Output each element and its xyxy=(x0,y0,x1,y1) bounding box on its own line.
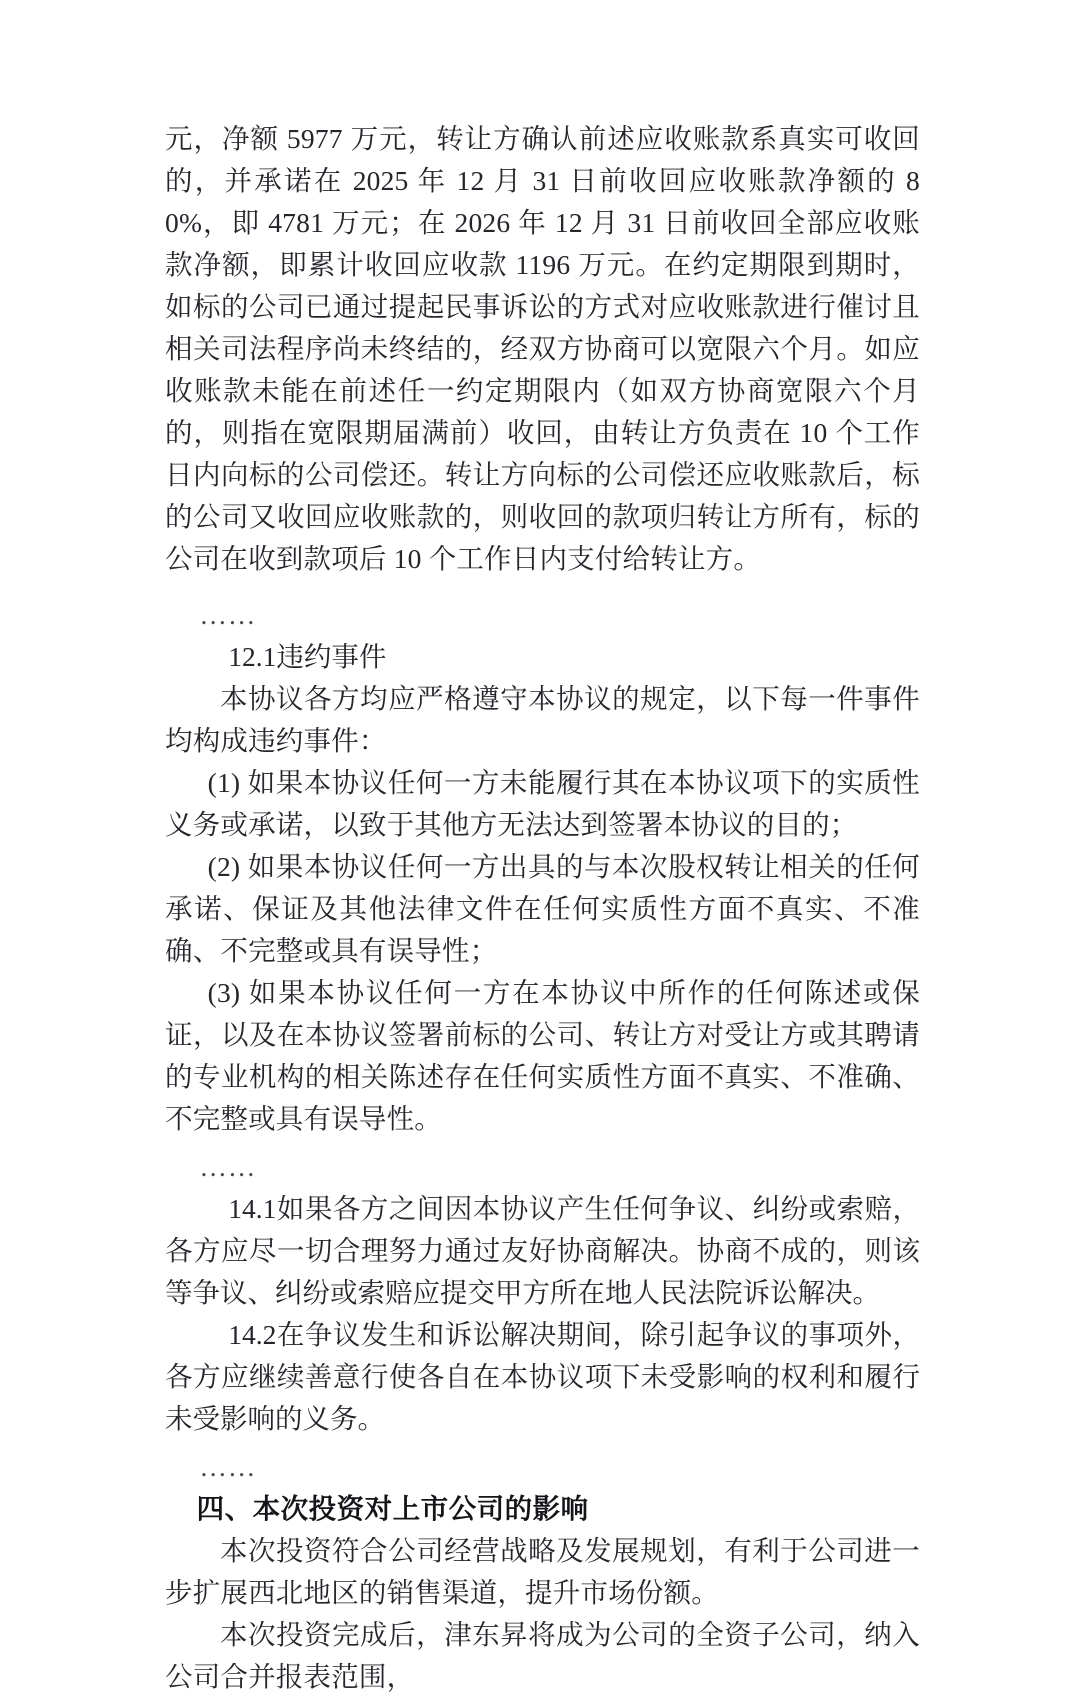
paragraph-receivables-terms: 元，净额 5977 万元，转让方确认前述应收账款系真实可收回的，并承诺在 2025 年 12 月 31 日前收回应收账款净额的 80%，即 4781 万元；在 2026 年 12 月 31 日前收回全部应收账款净额，即累计收回应收款 1196 万元。在约定期限到期时，如标的公司已通过提起民事诉讼的方式对应收账款进行催讨且相关司法程序尚未终结的，经双方协商可以宽限六个月。如应收账款未能在前述任一约定期限内（如双方协商宽限六个月的，则指在宽限期届满前）收回，由转让方负责在 10 个工作日内向标的公司偿还。转让方向标的公司偿还应收账款后，标的公司又收回应收账款的，则收回的款项归转让方所有，标的公司在收到款项后 10 个工作日内支付给转让方。 xyxy=(165,123,920,574)
section-heading-12-1 xyxy=(165,636,920,678)
section-heading-four: 四、本次投资对上市公司的影响 xyxy=(196,1493,589,1524)
section-number-14-1: 14.1 xyxy=(228,1193,277,1224)
section-14-1 xyxy=(165,1188,920,1314)
ellipsis-separator-3: …… xyxy=(199,1451,257,1482)
document-body xyxy=(165,118,920,1698)
clause-item-2: (2) 如果本协议任何一方出具的与本次股权转让相关的任何承诺、保证及其他法律文件在任何实质性方面不真实、不准确、不完整或具有误导性； xyxy=(165,851,920,966)
ellipsis-separator-2: …… xyxy=(199,1151,257,1182)
paragraph-impact-1: 本次投资符合公司经营战略及发展规划，有利于公司进一步扩展西北地区的销售渠道，提升市场份额。 xyxy=(165,1535,920,1608)
clause-item-1: (1) 如果本协议任何一方未能履行其在本协议项下的实质性义务或承诺，以致于其他方无法达到签署本协议的目的； xyxy=(165,767,920,840)
ellipsis-separator-1: …… xyxy=(199,599,257,630)
section-14-2 xyxy=(165,1314,920,1440)
clause-item-3: (3) 如果本协议任何一方在本协议中所作的任何陈述或保证，以及在本协议签署前标的公司、转让方对受让方或其聘请的专业机构的相关陈述存在任何实质性方面不真实、不准确、不完整或具有误导性。 xyxy=(165,977,920,1134)
paragraph-spacer xyxy=(165,580,920,594)
paragraph-impact-2: 本次投资完成后，津东昇将成为公司的全资子公司，纳入公司合并报表范围， xyxy=(165,1619,920,1692)
section-number-14-2: 14.2 xyxy=(228,1319,277,1350)
section-label-12-1: 违约事件 xyxy=(276,641,387,672)
section-text-14-2: 在争议发生和诉讼解决期间，除引起争议的事项外，各方应继续善意行使各自在本协议项下未受影响的权利和履行未受影响的义务。 xyxy=(165,1319,920,1434)
paragraph-12-1-intro: 本协议各方均应严格遵守本协议的规定，以下每一件事件均构成违约事件： xyxy=(165,683,920,756)
section-number-12-1: 12.1 xyxy=(228,641,277,672)
section-text-14-1: 如果各方之间因本协议产生任何争议、纠纷或索赔，各方应尽一切合理努力通过友好协商解决。协商不成的，则该等争议、纠纷或索赔应提交甲方所在地人民法院诉讼解决。 xyxy=(165,1193,920,1308)
